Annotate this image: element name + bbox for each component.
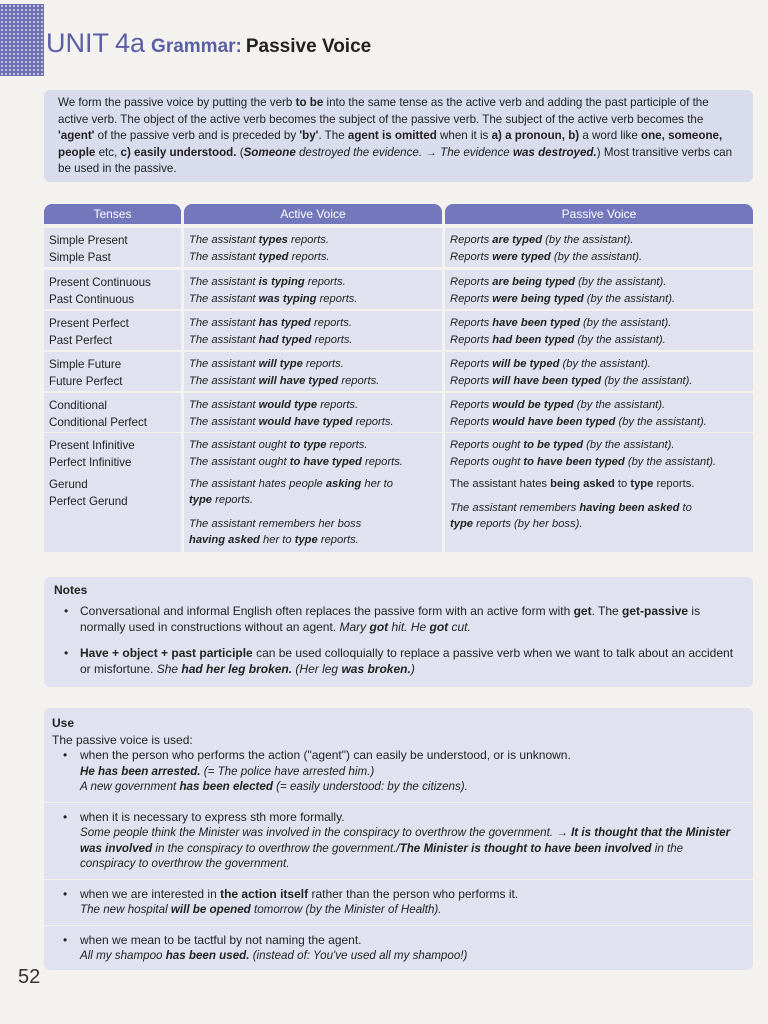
use-intro: The passive voice is used: bbox=[52, 733, 193, 747]
table-row bbox=[44, 352, 753, 391]
header-passive: Passive Voice bbox=[445, 204, 753, 224]
active-cell: The assistant will type reports. The assistant will have typed reports. bbox=[184, 352, 442, 391]
table-row bbox=[44, 311, 753, 350]
use-item: • when we are interested in the action itself rather than the person who performs it. The new hospital will be opened tomorrow (by the Minister of Health). bbox=[63, 886, 519, 916]
passive-cell: Reports are typed (by the assistant). Reports were typed (by the assistant). bbox=[445, 228, 753, 267]
unit-number: 4a bbox=[115, 28, 146, 58]
table-row bbox=[44, 433, 753, 472]
corner-pattern bbox=[0, 4, 44, 76]
intro-box: We form the passive voice by putting the verb to be into the same tense as the active verb and adding the past participle of the active verb. The object of the active verb becomes the subject of the passive verb. The subject of the active verb becomes the 'agent' of the passive verb and is preceded by 'by'. The agent is omitted when it is a) a pronoun, b) a word like one, someone, people etc, c) easily understood. (Someone destroyed the evidence. → The evidence was destroyed.) Most transitive verbs can be used in the passive. bbox=[44, 90, 753, 182]
divider bbox=[44, 925, 753, 926]
topic-label: Passive Voice bbox=[245, 36, 372, 57]
tense-cell: Gerund Perfect Gerund bbox=[44, 472, 181, 552]
use-box bbox=[44, 708, 753, 970]
active-cell: The assistant types reports. The assistant typed reports. bbox=[184, 228, 442, 267]
table-row-gerund bbox=[44, 472, 753, 552]
notes-item: • Have + object + past participle can be used colloquially to replace a passive verb when we want to talk about an accident or misfortune. She had her leg broken. (Her leg was broken.) bbox=[64, 646, 734, 676]
table-row bbox=[44, 393, 753, 432]
active-cell: The assistant has typed reports. The assistant had typed reports. bbox=[184, 311, 442, 350]
table-row bbox=[44, 228, 753, 267]
header-active: Active Voice bbox=[184, 204, 442, 224]
use-item: • when it is necessary to express sth more formally. Some people think the Minister was involved in the conspiracy to overthrow the government. → It is thought that the Minister was involved in the conspiracy to overthrow the government./The Minister is thought to have been involved in the conspiracy to overthrow the government. bbox=[63, 809, 731, 870]
page-title bbox=[46, 28, 371, 59]
passive-cell: Reports would be typed (by the assistant). Reports would have been typed (by the assistant). bbox=[445, 393, 753, 432]
table-header bbox=[44, 204, 753, 224]
active-cell: The assistant hates people asking her to type reports. The assistant remembers her boss having asked her to type reports. bbox=[184, 472, 442, 552]
table-row bbox=[44, 270, 753, 309]
header-tenses: Tenses bbox=[44, 204, 181, 224]
divider bbox=[44, 802, 753, 803]
section-label: Grammar: bbox=[151, 36, 242, 57]
passive-cell: The assistant hates being asked to type reports. The assistant remembers having been asked to type reports (by her boss). bbox=[445, 472, 753, 552]
tense-cell: Present Continuous Past Continuous bbox=[44, 270, 181, 309]
active-cell: The assistant is typing reports. The assistant was typing reports. bbox=[184, 270, 442, 309]
unit-label: UNIT bbox=[46, 28, 109, 58]
divider bbox=[44, 879, 753, 880]
tense-cell: Present Perfect Past Perfect bbox=[44, 311, 181, 350]
notes-box bbox=[44, 577, 753, 687]
tense-cell: Conditional Conditional Perfect bbox=[44, 393, 181, 432]
passive-cell: Reports have been typed (by the assistant). Reports had been typed (by the assistant). bbox=[445, 311, 753, 350]
tense-cell: Simple Present Simple Past bbox=[44, 228, 181, 267]
tense-cell: Simple Future Future Perfect bbox=[44, 352, 181, 391]
notes-heading: Notes bbox=[54, 583, 88, 597]
passive-cell: Reports will be typed (by the assistant). Reports will have been typed (by the assistant). bbox=[445, 352, 753, 391]
use-item: • when the person who performs the action ("agent") can easily be understood, or is unknown. He has been arrested. (= The police have arrested him.) A new government has been elected (= easily understood: by the citizens). bbox=[63, 748, 571, 793]
page-number: 52 bbox=[18, 966, 41, 988]
tense-cell: Present Infinitive Perfect Infinitive bbox=[44, 433, 181, 472]
passive-cell: Reports are being typed (by the assistant). Reports were being typed (by the assistant). bbox=[445, 270, 753, 309]
notes-item: • Conversational and informal English often replaces the passive form with an active form with get. The get-passive is normally used in constructions without an agent. Mary got hit. He got cut. bbox=[64, 604, 701, 634]
passive-cell: Reports ought to be typed (by the assistant). Reports ought to have been typed (by the assistant). bbox=[445, 433, 753, 472]
use-item: • when we mean to be tactful by not naming the agent. All my shampoo has been used. (instead of: You've used all my shampoo!) bbox=[63, 932, 468, 962]
active-cell: The assistant ought to type reports. The assistant ought to have typed reports. bbox=[184, 433, 442, 472]
active-cell: The assistant would type reports. The assistant would have typed reports. bbox=[184, 393, 442, 432]
use-heading: Use bbox=[52, 716, 75, 730]
